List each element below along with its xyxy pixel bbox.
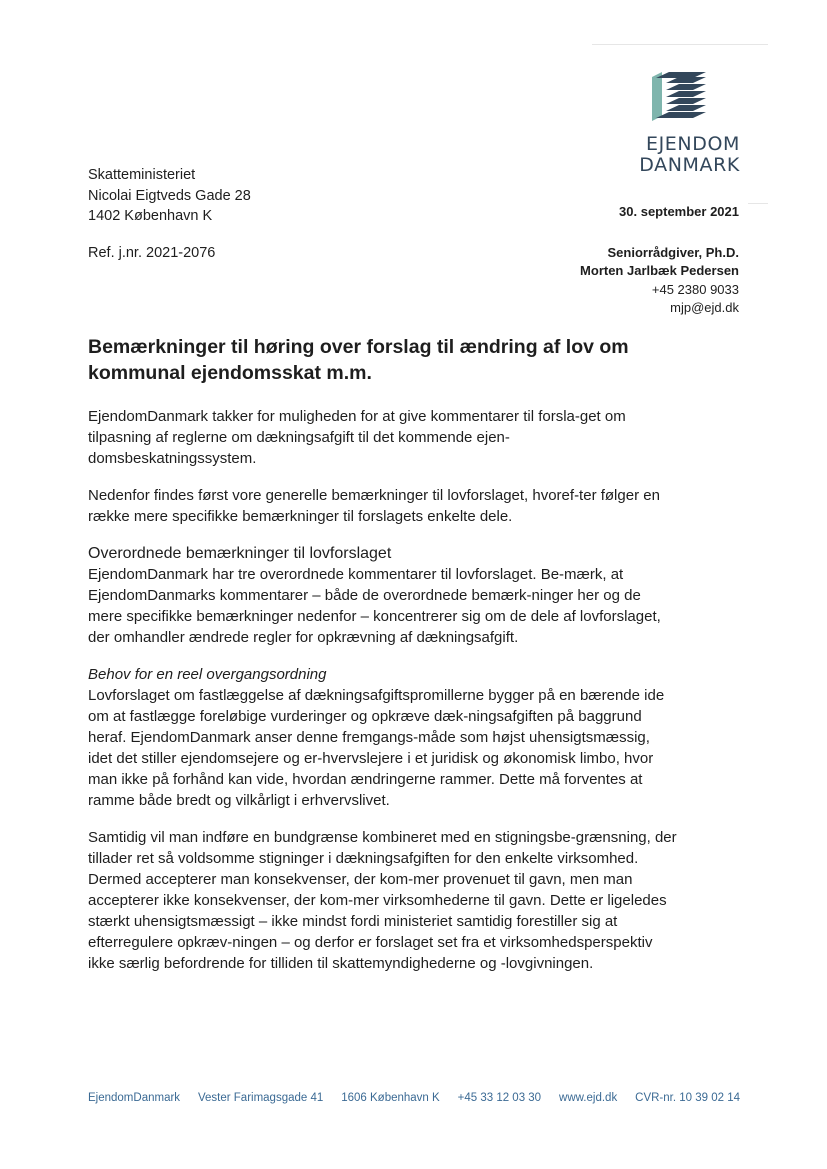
recipient-address (88, 165, 251, 227)
top-divider (592, 44, 768, 45)
logo-stack-icon (652, 72, 708, 122)
date-divider (748, 203, 768, 204)
footer-city: 1606 København K (341, 1092, 440, 1104)
sender-name: Morten Jarlbæk Pedersen (580, 263, 739, 278)
logo-text-line2: DANMARK (639, 154, 740, 176)
paragraph-general: EjendomDanmark har tre overordnede kommentarer til lovforslaget. Be-mærk, at EjendomDanmarks kommentarer – både de overordnede bemærk-ninger her og de mere specifikke bemærkninger nedenfor – koncentrerer sig om de dele af lovforslaget, der omhandler ændrede regler for opkrævning af dækningsafgift. (88, 566, 661, 646)
footer-cvr: CVR-nr. 10 39 02 14 (635, 1092, 740, 1104)
sender-phone: +45 2380 9033 (651, 281, 739, 297)
paragraph-threshold: Samtidig vil man indføre en bundgrænse kombineret med en stigningsbe-grænsning, der tillader ret så voldsomme stigninger i dækningsafgiften for den enkelte virksomhed. Dermed accepterer man konsekvenser, der kom-mer provenuet til gavn, men man accepterer ikke konsekvenser, der kom-mer virksomhederne til gavn. Dette er ligeledes stærkt uhensigtsmæssigt – ikke mindst fordi ministeriet samtidig forestiller sig at efterregulere opkræv-ningen – og derfor er forslaget set fra et virksomhedsperspektiv ikke særlig befordrende for tilliden til skattemyndighederne og -lovgivningen. (88, 829, 677, 972)
paragraph-intro: EjendomDanmark takker for muligheden for at give kommentarer til forsla-get om tilpasning af reglerne om dækningsafgift til det kommende ejen-domsbeskatningssystem. (88, 408, 626, 467)
paragraph-overview: Nedenfor findes først vore generelle bemærkninger til lovforslaget, hvoref-ter følger en række mere specifikke bemærkninger til forslagets enkelte dele. (88, 487, 660, 525)
recipient-name: Skatteministeriet (88, 167, 196, 183)
reference-number: Ref. j.nr. 2021-2076 (88, 245, 216, 261)
logo-text-line1: EJENDOM (645, 133, 740, 155)
footer-org: EjendomDanmark (88, 1092, 181, 1104)
letter-body (88, 334, 678, 990)
recipient-city: 1402 København K (88, 208, 213, 224)
subsection-heading: Behov for en reel overgangsordning (88, 666, 327, 683)
letter-title: Bemærkninger til høring over forslag til ændring af lov om kommunal ejendomsskat m.m. (88, 336, 629, 384)
recipient-street: Nicolai Eigtveds Gade 28 (88, 187, 251, 204)
paragraph-transition: Lovforslaget om fastlæggelse af dækningsafgiftspromillerne bygger på en bærende ide om at fastlægge foreløbige vurderinger og opkræve dæk-ningsafgiften på baggrund heraf. EjendomDanmark anser denne fremgangs-måde som højst uhensigtsmæssig, idet det stiller ejendomsejere og er-hvervslejere i et juridisk og økonomisk limbo, hvor man ikke på forhånd kan vide, hvordan ændringerne rammer. Dette må forventes at ramme både bredt og vilkårligt i erhvervslivet. (88, 687, 665, 809)
section-heading: Overordnede bemærkninger til lovforslaget (88, 545, 392, 562)
letter-date: 30. september 2021 (619, 204, 739, 219)
page-footer (88, 1092, 740, 1104)
sender-role: Seniorrådgiver, Ph.D. (607, 244, 739, 260)
sender-meta (580, 203, 739, 318)
footer-web[interactable]: www.ejd.dk (559, 1092, 618, 1104)
sender-email: mjp@ejd.dk (670, 300, 739, 315)
footer-phone: +45 33 12 03 30 (457, 1092, 542, 1104)
footer-street: Vester Farimagsgade 41 (197, 1092, 324, 1104)
